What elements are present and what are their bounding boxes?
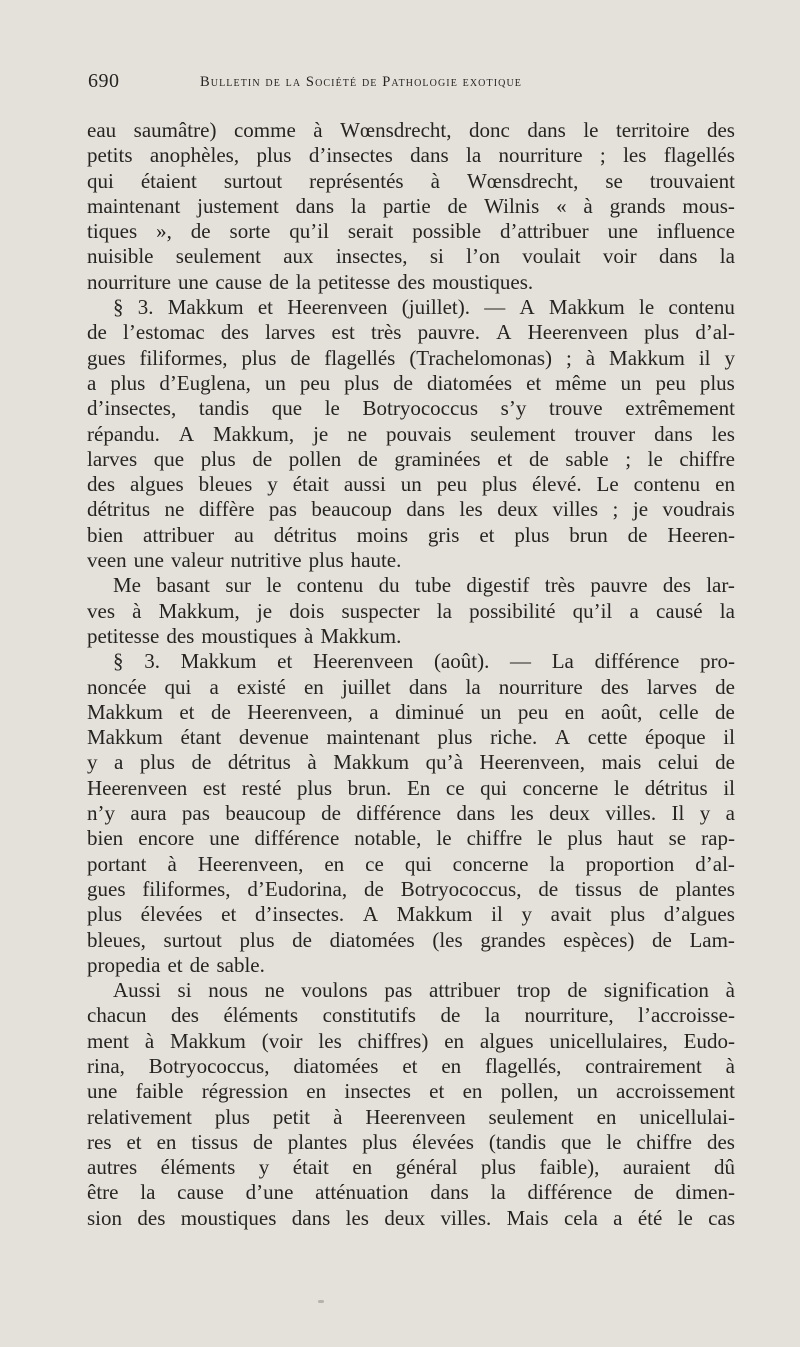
text-line: bien encore une différence notable, le chiffre le plus haut se rap- (87, 826, 735, 851)
page-header (88, 70, 728, 100)
text-line: y a plus de détritus à Makkum qu’à Heerenveen, mais celui de (87, 750, 735, 775)
text-line: maintenant justement dans la partie de Wilnis « à grands mous- (87, 193, 735, 218)
text-line: bien attribuer au détritus moins gris et plus brun de Heeren- (87, 522, 735, 547)
text-line: détritus ne diffère pas beaucoup dans les deux villes ; je voudrais (87, 497, 735, 522)
text-line: Makkum et de Heerenveen, a diminué un peu en août, celle de (87, 699, 735, 724)
text-line: noncée qui a existé en juillet dans la nourriture des larves de (87, 674, 735, 699)
text-line: être la cause d’une atténuation dans la différence de dimen- (87, 1180, 735, 1205)
text-line: rina, Botryococcus, diatomées et en flagellés, contrairement à (87, 1053, 735, 1078)
paper-speck (318, 1300, 324, 1303)
text-line: petits anophèles, plus d’insectes dans la nourriture ; les flagellés (87, 143, 735, 168)
text-line: propedia et de sable. (87, 952, 265, 977)
text-line: Me basant sur le contenu du tube digestif très pauvre des lar- (113, 573, 735, 598)
text-line: nuisible seulement aux insectes, si l’on voulait voir dans la (87, 244, 735, 269)
text-line: Makkum étant devenue maintenant plus riche. A cette époque il (87, 725, 735, 750)
text-line: sion des moustiques dans les deux villes. Mais cela a été le cas (87, 1205, 735, 1230)
page-number: 690 (88, 70, 120, 92)
text-line: tiques », de sorte qu’il serait possible d’attribuer une influence (87, 219, 735, 244)
text-line: qui étaient surtout représentés à Wœnsdrecht, se trouvaient (87, 168, 735, 193)
text-line: § 3. Makkum et Heerenveen (août). — La différence pro- (113, 649, 735, 674)
text-line: ment à Makkum (voir les chiffres) en algues unicellulaires, Eudo- (87, 1028, 735, 1053)
text-line: des algues bleues y était aussi un peu plus élevé. Le contenu en (87, 472, 735, 497)
text-line: § 3. Makkum et Heerenveen (juillet). — A Makkum le contenu (113, 295, 735, 320)
text-line: n’y aura pas beaucoup de différence dans les deux villes. Il y a (87, 801, 735, 826)
text-line: nourriture une cause de la petitesse des moustiques. (87, 269, 534, 294)
text-line: plus élevées et d’insectes. A Makkum il y avait plus d’algues (87, 902, 735, 927)
text-line: ves à Makkum, je dois suspecter la possibilité qu’il a causé la (87, 598, 735, 623)
text-line: portant à Heerenveen, en ce qui concerne la proportion d’al- (87, 851, 735, 876)
text-line: autres éléments y était en général plus faible), auraient dû (87, 1155, 735, 1180)
text-line: a plus d’Euglena, un peu plus de diatomées et même un peu plus (87, 370, 735, 395)
text-line: eau saumâtre) comme à Wœnsdrecht, donc dans le territoire des (87, 118, 735, 142)
text-line: bleues, surtout plus de diatomées (les grandes espèces) de Lam- (87, 927, 735, 952)
text-line: gues filiformes, d’Eudorina, de Botryococcus, de tissus de plantes (87, 876, 735, 901)
text-line: relativement plus petit à Heerenveen seulement en unicellulai- (87, 1104, 735, 1129)
running-title: Bulletin de la Société de Pathologie exotique (200, 74, 522, 90)
text-line: une faible régression en insectes et en pollen, un accroissement (87, 1079, 735, 1104)
text-line: chacun des éléments constitutifs de la nourriture, l’accroisse- (87, 1003, 735, 1028)
text-line: répandu. A Makkum, je ne pouvais seulement trouver dans les (87, 421, 735, 446)
text-line: Aussi si nous ne voulons pas attribuer trop de signification à (113, 978, 735, 1003)
text-line: de l’estomac des larves est très pauvre. A Heerenveen plus d’al- (87, 320, 735, 345)
text-line: d’insectes, tandis que le Botryococcus s’y trouve extrêmement (87, 396, 735, 421)
text-line: larves que plus de pollen de graminées et de sable ; le chiffre (87, 446, 735, 471)
text-line: gues filiformes, plus de flagellés (Trachelomonas) ; à Makkum il y (87, 345, 735, 370)
text-line: Heerenveen est resté plus brun. En ce qui concerne le détritus il (87, 775, 735, 800)
text-line: veen une valeur nutritive plus haute. (87, 548, 402, 573)
text-line: res et en tissus de plantes plus élevées (tandis que le chiffre des (87, 1129, 735, 1154)
text-line: petitesse des moustiques à Makkum. (87, 623, 402, 648)
article-body (87, 118, 735, 1231)
